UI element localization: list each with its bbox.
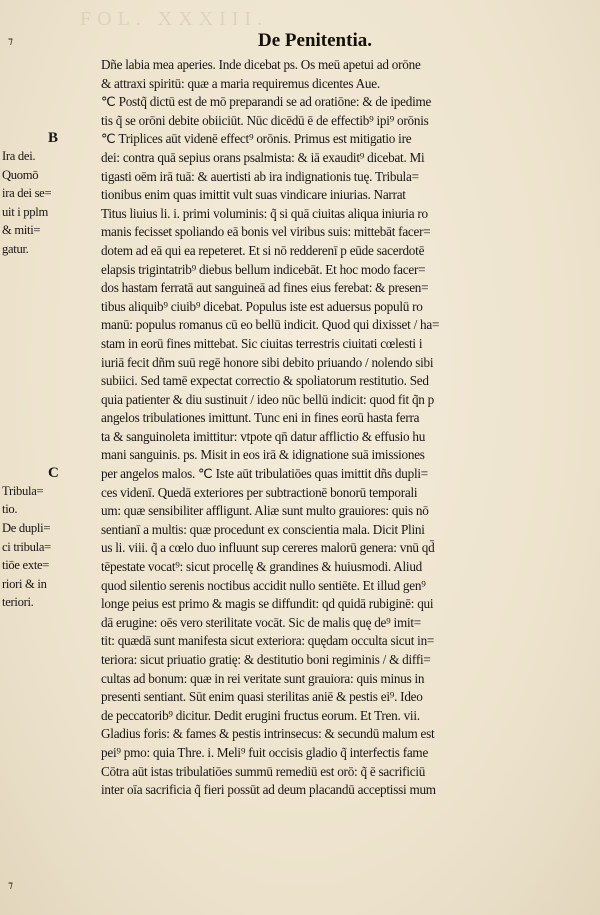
text-line: tionibus enim quas imittit vult suas vindicare iniurias. Narrat	[101, 187, 406, 203]
main-text-block	[101, 56, 571, 800]
text-line: pei⁹ pmo: quia Thre. i. Meli⁹ fuit occisis gladio q̃ interfectis fame	[101, 744, 429, 760]
margin-note: Ira dei.	[2, 149, 36, 163]
text-line: manū: populus romanus cū eo bellū indicit. Quod qui dixisset / ha=	[101, 317, 440, 333]
text-line: tibus aliquib⁹ ciuib⁹ dicebat. Populus iste est aduersus populū ro	[101, 298, 423, 314]
margin-note: Tribula=	[2, 483, 44, 498]
margin-note: teriori.	[2, 595, 34, 610]
text-line: dotem ad eā qui ea repeteret. Et si nō redderenī p eūde sacerdotē	[101, 242, 425, 258]
text-line: ℃ Triplices aūt videnē effect⁹ orōnis. Primus est mitigatio ire	[101, 131, 412, 147]
margin-note: uit i pplm	[2, 204, 48, 219]
margin-note: ira dei se=	[2, 186, 52, 201]
text-line: de peccatorib⁹ dicitur. Dedit erugini fructus eorum. Et Tren. vii.	[101, 707, 420, 723]
text-line: mani sanguinis. ps. Misit in eos irā & idignatione suā imissiones	[101, 447, 425, 463]
text-line: ta & sanguinoleta imittitur: vtpote qn̄ datur afflictio & effusio hu	[101, 428, 426, 444]
margin-note: Quomō	[2, 167, 39, 182]
text-line: dos hastam ferratā aut sanguineā ad fines eius ferebat: & presen=	[101, 280, 429, 296]
text-line: Gladius foris: & fames & pestis intrinsecus: & secundū malum est	[101, 726, 435, 742]
margin-note: ci tribula=	[2, 539, 51, 554]
margin-note: tiōe exte=	[2, 558, 50, 573]
text-line: manis fecisset spoliando eā bonis vel viribus suis: mittebāt facer=	[101, 224, 431, 240]
corner-mark: ⁊	[8, 36, 13, 47]
text-line: um: quæ sensibiliter affligunt. Aliæ sunt multo grauiores: quis nō	[101, 503, 429, 519]
section-letter: B	[48, 130, 58, 147]
faint-folio-header: FOL. XXXIII.	[80, 8, 269, 30]
text-line: angelos tribulationes imittunt. Tunc eni in fines eorū hasta ferra	[101, 410, 420, 426]
margin-note: De dupli=	[2, 521, 51, 535]
margin-note: riori & in	[2, 576, 47, 591]
text-line: dei: contra quā sepius orans psalmista: & iā exaudit⁹ dicebat. Mi	[101, 149, 425, 165]
text-line: tit: quædā sunt manifesta sicut exteriora: quędam occulta sicut in=	[101, 633, 435, 649]
margin-note: tio.	[2, 502, 18, 517]
text-line: tēpestate vocat⁹: sicut procellę & grandines & huiusmodi. Aliud	[101, 559, 423, 575]
text-line: ces videnī. Quedā exteriores per subtractionē bonorū temporali	[101, 484, 418, 500]
text-line: subiici. Sed tamē expectat correctio & spoliatorum restitutio. Sed	[101, 373, 429, 389]
text-line: tigasti oēm irā tuā: & auertisti ab ira indignationis tuę. Tribula=	[101, 168, 419, 184]
text-line: longe peius est primo & magis se diffundit: qd quidā rubiginē: qui	[101, 596, 434, 612]
text-line: & attraxi spiritū: quæ a maria requiremus dicentes Aue.	[101, 75, 380, 91]
text-line: elapsis trigintatrib⁹ diebus bellum indicebāt. Et hoc modo facer=	[101, 261, 426, 277]
text-line: per angelos malos. ℃ Iste aūt tribulatiōes quas imittit dñs dupli=	[101, 466, 428, 482]
text-line: tis q̃ se orōni debite obiiciūt. Nūc dicēdū ē de effectib⁹ ipi⁹ orōnis	[101, 112, 429, 128]
running-head: De Penitentia.	[258, 30, 372, 51]
text-line: Titus liuius li. i. primi voluminis: q̃ si quā ciuitas aliqua iniuria ro	[101, 205, 428, 221]
section-letter: C	[48, 465, 59, 482]
text-line: teriora: sicut priuatio gratię: & destitutio boni regiminis / & diffi=	[101, 652, 431, 667]
text-line: inter oīa sacrificia q̃ fieri possūt ad deum placandū acceptissi mum	[101, 782, 436, 798]
margin-note: gatur.	[2, 242, 29, 256]
text-line: presenti sentiant. Sūt enim quasi sterilitas aniē & pestis ei⁹. Ideo	[101, 689, 423, 705]
text-line: us li. viii. q̃ a cœlo duo influunt sup cereres malorū genera: vnū qd̄	[101, 540, 435, 556]
text-line: quia patienter & diu sustinuit / ideo nūc bellū indicit: quod fit q̃n p	[101, 391, 435, 407]
text-line: stam in eorū fines mittebat. Sic ciuitas terrestris ciuitati cœlesti i	[101, 335, 423, 351]
text-line: ℃ Postq̃ dictū est de mō preparandi se ad oratiōne: & de ipedime	[101, 94, 432, 110]
text-line: dā erugine: oēs vero sterilitate vocāt. Sic de malis quę de⁹ imit=	[101, 614, 421, 630]
margin-note: & miti=	[2, 223, 41, 238]
text-line: quod silentio serenis noctibus accidit nullo sentiēte. Et illud gen⁹	[101, 577, 426, 593]
text-line: sentianī a multis: quæ procedunt ex conscientia mala. Dicit Plini	[101, 521, 425, 537]
text-line: Dñe labia mea aperies. Inde dicebat ps. Os meū apetui ad orōne	[101, 57, 421, 72]
text-line: Cōtra aūt istas tribulatiōes summū remediū est orō: q̃ ē sacrificiū	[101, 763, 426, 779]
text-line: iuriā fecit dñm suū regē honore sibi debito priuando / nolendo sibi	[101, 354, 434, 370]
text-line: cultas ad bonum: quæ in rei veritate sunt grauiora: quis minus in	[101, 670, 425, 686]
bottom-mark: ⁊	[8, 880, 13, 891]
